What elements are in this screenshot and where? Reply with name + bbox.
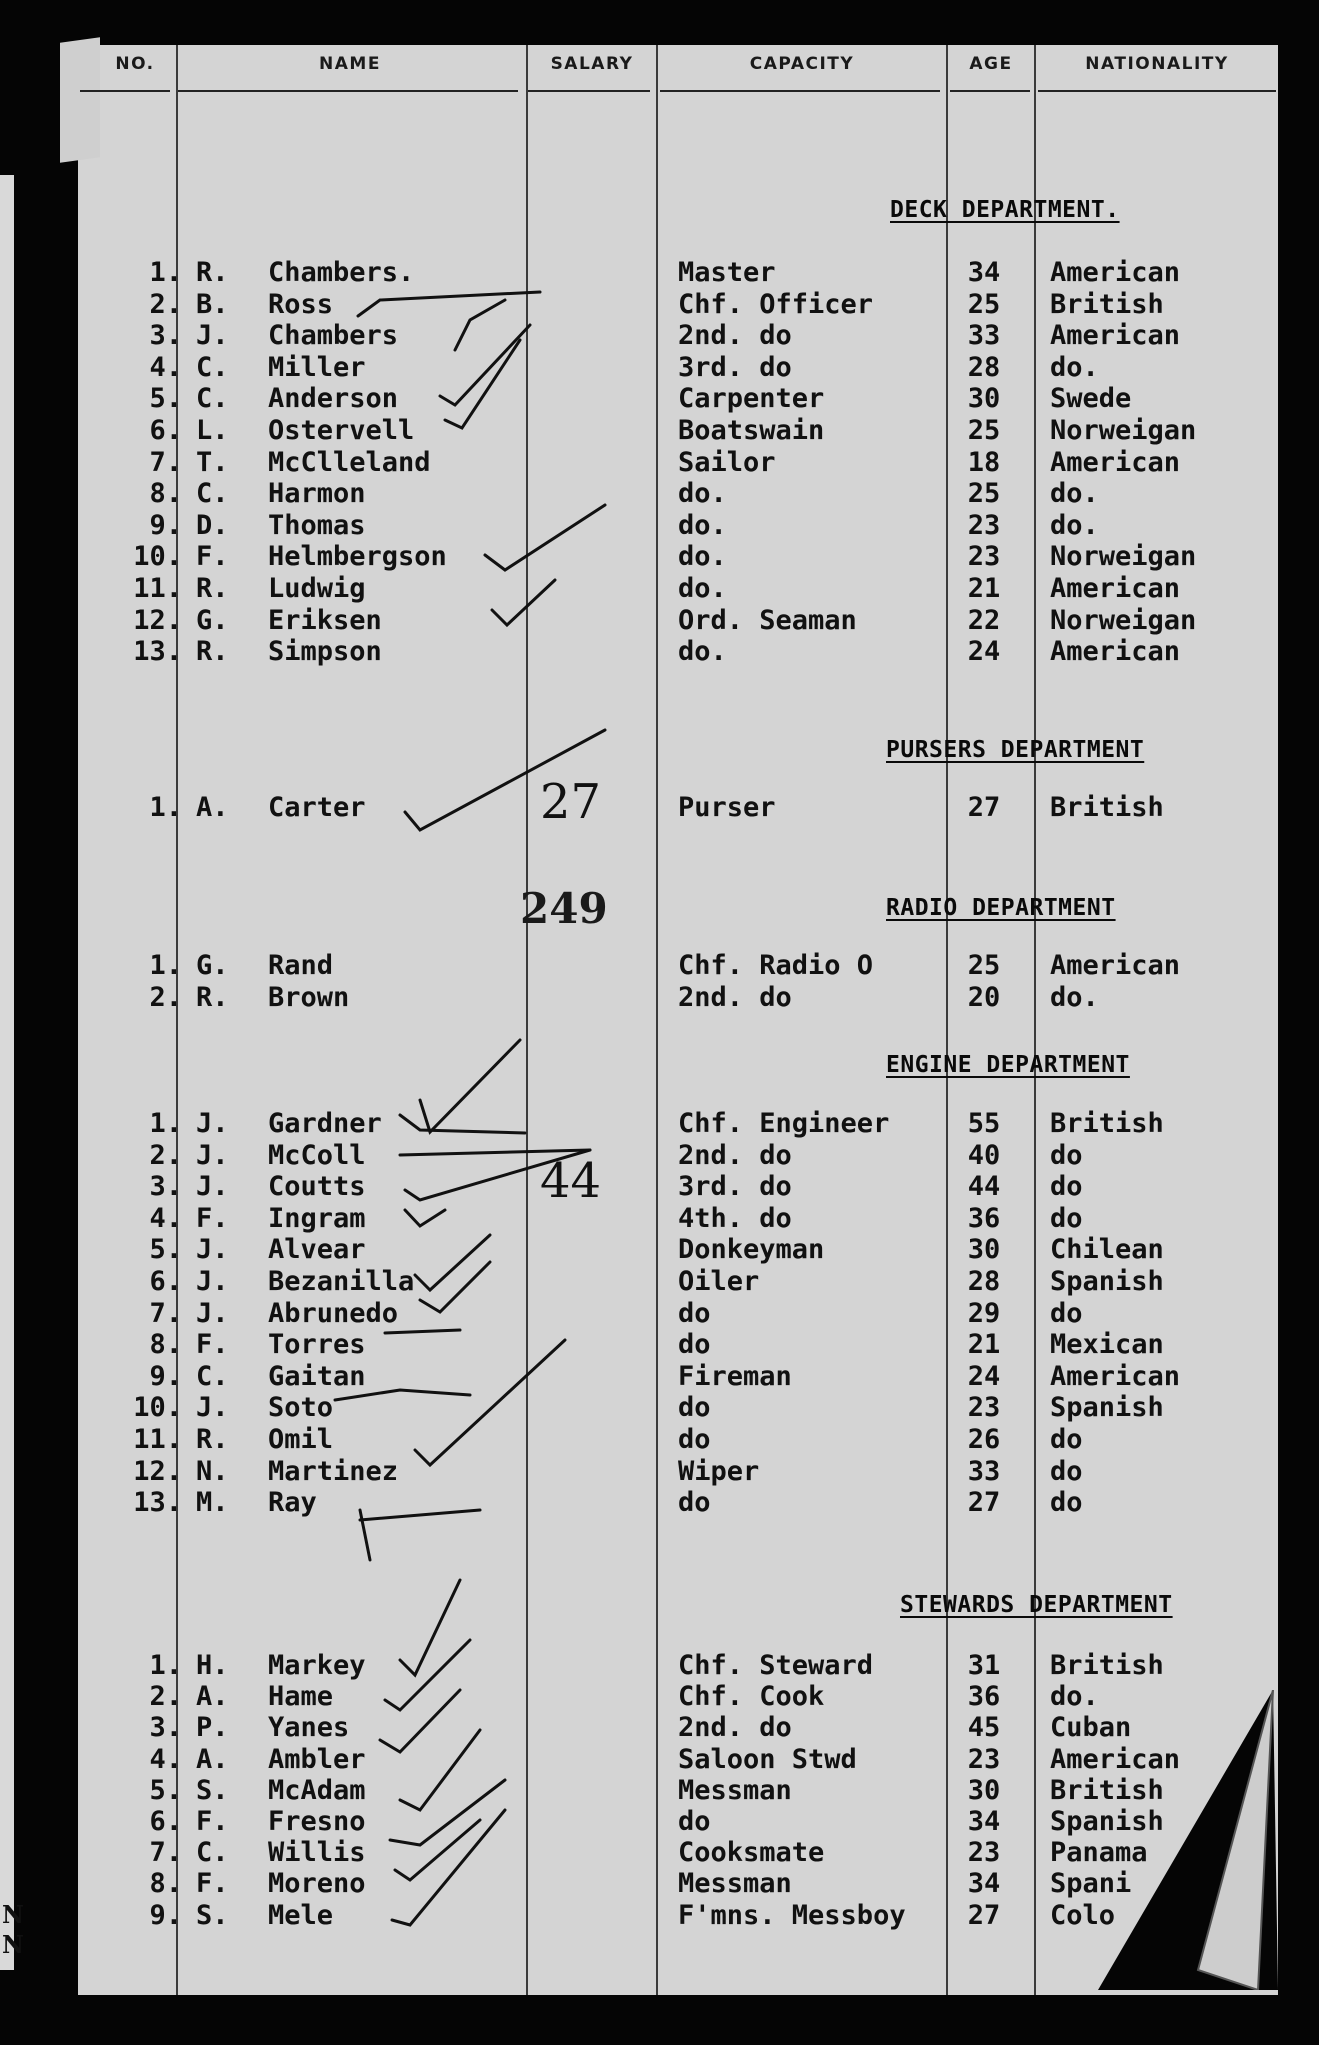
- crew-capacity: 3rd. do: [678, 1171, 792, 1202]
- crew-initial: A.: [196, 1744, 229, 1775]
- crew-capacity: Chf. Cook: [678, 1681, 825, 1712]
- crew-number: 1.: [149, 950, 182, 981]
- crew-capacity: 2nd. do: [678, 320, 792, 351]
- crew-salary: 27: [540, 774, 602, 830]
- crew-initial: R.: [196, 982, 229, 1013]
- crew-capacity: Oiler: [678, 1266, 760, 1297]
- crew-initial: F.: [196, 541, 229, 572]
- crew-number: 1.: [149, 257, 182, 288]
- crew-capacity: do.: [678, 478, 727, 509]
- crew-number: 4.: [149, 352, 182, 383]
- crew-number: 12.: [133, 1456, 182, 1487]
- crew-age: 33: [967, 320, 1001, 351]
- crew-initial: L.: [196, 415, 229, 446]
- crew-number: 6.: [149, 1266, 182, 1297]
- crew-nationality: do: [1050, 1456, 1083, 1487]
- crew-surname: Ingram: [268, 1203, 366, 1234]
- crew-nationality: Norweigan: [1050, 605, 1197, 636]
- crew-nationality: do.: [1050, 510, 1099, 541]
- adjacent-page-letter: N: [2, 1930, 24, 1959]
- crew-capacity: Cooksmate: [678, 1837, 825, 1868]
- crew-nationality: Spanish: [1050, 1806, 1164, 1837]
- crew-number: 8.: [149, 478, 182, 509]
- crew-age: 36: [967, 1203, 1001, 1234]
- crew-capacity: 3rd. do: [678, 352, 792, 383]
- crew-age: 24: [967, 636, 1001, 667]
- crew-number: 9.: [149, 1361, 182, 1392]
- crew-initial: B.: [196, 289, 229, 320]
- crew-surname: Ambler: [268, 1744, 366, 1775]
- crew-number: 10.: [133, 541, 182, 572]
- crew-nationality: Norweigan: [1050, 541, 1197, 572]
- crew-number: 9.: [149, 510, 182, 541]
- crew-nationality: Spanish: [1050, 1392, 1164, 1423]
- crew-initial: M.: [196, 1487, 229, 1518]
- crew-nationality: American: [1050, 636, 1181, 667]
- crew-number: 7.: [149, 447, 182, 478]
- crew-number: 2.: [149, 289, 182, 320]
- crew-number: 9.: [149, 1900, 182, 1931]
- dept-title-deck: DECK DEPARTMENT.: [890, 197, 1120, 223]
- crew-number: 4.: [149, 1203, 182, 1234]
- crew-number: 4.: [149, 1744, 182, 1775]
- crew-surname: Gardner: [268, 1108, 382, 1139]
- crew-surname: Simpson: [268, 636, 382, 667]
- crew-surname: Ludwig: [268, 573, 366, 604]
- crew-nationality: Chilean: [1050, 1234, 1164, 1265]
- crew-number: 8.: [149, 1868, 182, 1899]
- crew-initial: J.: [196, 1392, 229, 1423]
- crew-initial: G.: [196, 605, 229, 636]
- crew-nationality: do: [1050, 1424, 1083, 1455]
- crew-capacity: 2nd. do: [678, 1140, 792, 1171]
- crew-age: 23: [967, 1744, 1001, 1775]
- crew-age: 27: [967, 792, 1001, 823]
- dept-title-stewards: STEWARDS DEPARTMENT: [900, 1592, 1173, 1618]
- crew-capacity: do.: [678, 510, 727, 541]
- crew-number: 2.: [149, 982, 182, 1013]
- crew-number: 6.: [149, 415, 182, 446]
- crew-nationality: do: [1050, 1203, 1083, 1234]
- crew-initial: T.: [196, 447, 229, 478]
- crew-capacity: do.: [678, 636, 727, 667]
- crew-age: 26: [967, 1424, 1001, 1455]
- crew-initial: A.: [196, 1681, 229, 1712]
- crew-age: 25: [967, 478, 1001, 509]
- crew-surname: Ray: [268, 1487, 317, 1518]
- crew-age: 44: [967, 1171, 1001, 1202]
- crew-capacity: Wiper: [678, 1456, 760, 1487]
- crew-initial: J.: [196, 320, 229, 351]
- crew-age: 24: [967, 1361, 1001, 1392]
- crew-surname: Coutts: [268, 1171, 366, 1202]
- header-capacity: CAPACITY: [749, 54, 855, 74]
- crew-nationality: do.: [1050, 1681, 1099, 1712]
- crew-nationality: American: [1050, 1744, 1181, 1775]
- crew-age: 18: [967, 447, 1001, 478]
- crew-capacity: Carpenter: [678, 383, 825, 414]
- crew-age: 30: [967, 1775, 1001, 1806]
- crew-surname: Mele: [268, 1900, 334, 1931]
- header-salary: SALARY: [550, 54, 634, 74]
- crew-nationality: British: [1050, 1650, 1164, 1681]
- header-no: NO.: [115, 54, 155, 74]
- crew-capacity: do: [678, 1487, 711, 1518]
- crew-initial: A.: [196, 792, 229, 823]
- crew-number: 1.: [149, 1650, 182, 1681]
- crew-surname: Ostervell: [268, 415, 415, 446]
- crew-nationality: American: [1050, 950, 1181, 981]
- crew-age: 20: [967, 982, 1001, 1013]
- crew-initial: C.: [196, 1837, 229, 1868]
- crew-surname: Willis: [268, 1837, 366, 1868]
- crew-age: 25: [967, 415, 1001, 446]
- crew-capacity: 4th. do: [678, 1203, 792, 1234]
- crew-age: 30: [967, 383, 1001, 414]
- crew-nationality: Cuban: [1050, 1712, 1132, 1743]
- crew-nationality: Mexican: [1050, 1329, 1164, 1360]
- dept-title-pursers: PURSERS DEPARTMENT: [886, 737, 1145, 763]
- crew-nationality: British: [1050, 289, 1164, 320]
- crew-nationality: American: [1050, 447, 1181, 478]
- crew-number: 7.: [149, 1837, 182, 1868]
- crew-surname: Yanes: [268, 1712, 350, 1743]
- crew-surname: Abrunedo: [268, 1298, 399, 1329]
- crew-initial: J.: [196, 1298, 229, 1329]
- crew-surname: Hame: [268, 1681, 334, 1712]
- crew-age: 36: [967, 1681, 1001, 1712]
- crew-surname: Miller: [268, 352, 366, 383]
- crew-surname: Chambers: [268, 320, 399, 351]
- crew-nationality: American: [1050, 1361, 1181, 1392]
- crew-surname: Carter: [268, 792, 366, 823]
- crew-number: 8.: [149, 1329, 182, 1360]
- crew-number: 6.: [149, 1806, 182, 1837]
- crew-capacity: Chf. Radio O: [678, 950, 874, 981]
- crew-initial: F.: [196, 1203, 229, 1234]
- crew-surname: Eriksen: [268, 605, 382, 636]
- crew-capacity: do.: [678, 541, 727, 572]
- crew-nationality: do: [1050, 1140, 1083, 1171]
- crew-capacity: do: [678, 1329, 711, 1360]
- page-stamp-number: 249: [520, 884, 608, 933]
- crew-age: 22: [967, 605, 1001, 636]
- crew-age: 40: [967, 1140, 1001, 1171]
- crew-nationality: do.: [1050, 478, 1099, 509]
- crew-nationality: American: [1050, 257, 1181, 288]
- crew-initial: P.: [196, 1712, 229, 1743]
- crew-initial: S.: [196, 1775, 229, 1806]
- crew-nationality: Spanish: [1050, 1266, 1164, 1297]
- crew-number: 2.: [149, 1681, 182, 1712]
- crew-surname: Bezanilla: [268, 1266, 415, 1297]
- crew-surname: Thomas: [268, 510, 366, 541]
- crew-initial: C.: [196, 352, 229, 383]
- crew-surname: Anderson: [268, 383, 399, 414]
- crew-capacity: Ord. Seaman: [678, 605, 857, 636]
- crew-age: 28: [967, 352, 1001, 383]
- crew-surname: Fresno: [268, 1806, 366, 1837]
- crew-number: 1.: [149, 792, 182, 823]
- crew-age: 31: [967, 1650, 1001, 1681]
- crew-number: 3.: [149, 1712, 182, 1743]
- crew-surname: McClleland: [268, 447, 431, 478]
- crew-capacity: Messman: [678, 1868, 792, 1899]
- crew-age: 27: [967, 1487, 1001, 1518]
- crew-initial: R.: [196, 573, 229, 604]
- crew-capacity: F'mns. Messboy: [678, 1900, 906, 1931]
- crew-capacity: do: [678, 1806, 711, 1837]
- dept-title-engine: ENGINE DEPARTMENT: [886, 1052, 1130, 1078]
- crew-age: 45: [967, 1712, 1001, 1743]
- crew-initial: J.: [196, 1171, 229, 1202]
- crew-number: 3.: [149, 320, 182, 351]
- crew-age: 34: [967, 1806, 1001, 1837]
- crew-nationality: do.: [1050, 982, 1099, 1013]
- crew-surname: Torres: [268, 1329, 366, 1360]
- crew-age: 23: [967, 1392, 1001, 1423]
- crew-nationality: American: [1050, 573, 1181, 604]
- crew-capacity: Donkeyman: [678, 1234, 825, 1265]
- crew-capacity: Sailor: [678, 447, 776, 478]
- crew-number: 2.: [149, 1140, 182, 1171]
- crew-initial: J.: [196, 1266, 229, 1297]
- crew-initial: F.: [196, 1868, 229, 1899]
- crew-capacity: Purser: [678, 792, 776, 823]
- crew-initial: H.: [196, 1650, 229, 1681]
- crew-initial: D.: [196, 510, 229, 541]
- dept-title-radio: RADIO DEPARTMENT: [886, 895, 1116, 921]
- crew-initial: J.: [196, 1108, 229, 1139]
- crew-capacity: do: [678, 1424, 711, 1455]
- crew-surname: McAdam: [268, 1775, 366, 1806]
- crew-age: 21: [967, 573, 1001, 604]
- crew-number: 5.: [149, 1775, 182, 1806]
- crew-number: 11.: [133, 1424, 182, 1455]
- crew-initial: G.: [196, 950, 229, 981]
- crew-surname: Gaitan: [268, 1361, 366, 1392]
- header-name: NAME: [319, 54, 381, 74]
- crew-initial: N.: [196, 1456, 229, 1487]
- crew-surname: Helmbergson: [268, 541, 447, 572]
- crew-age: 55: [967, 1108, 1001, 1139]
- crew-nationality: Norweigan: [1050, 415, 1197, 446]
- crew-surname: Moreno: [268, 1868, 366, 1899]
- crew-surname: Rand: [268, 950, 334, 981]
- crew-number: 10.: [133, 1392, 182, 1423]
- crew-number: 13.: [133, 636, 182, 667]
- crew-nationality: Panama: [1050, 1837, 1148, 1868]
- header-age: AGE: [969, 54, 1013, 74]
- crew-number: 7.: [149, 1298, 182, 1329]
- crew-number: 1.: [149, 1108, 182, 1139]
- crew-nationality: British: [1050, 1775, 1164, 1806]
- crew-initial: J.: [196, 1140, 229, 1171]
- crew-nationality: Colo: [1050, 1900, 1116, 1931]
- crew-nationality: do: [1050, 1171, 1083, 1202]
- crew-capacity: Saloon Stwd: [678, 1744, 857, 1775]
- crew-age: 27: [967, 1900, 1001, 1931]
- crew-capacity: do: [678, 1298, 711, 1329]
- crew-number: 12.: [133, 605, 182, 636]
- crew-surname: Chambers.: [268, 257, 415, 288]
- crew-age: 23: [967, 510, 1001, 541]
- crew-capacity: Master: [678, 257, 776, 288]
- crew-initial: R.: [196, 636, 229, 667]
- crew-surname: Martinez: [268, 1456, 399, 1487]
- crew-surname: Soto: [268, 1392, 334, 1423]
- crew-age: 34: [967, 1868, 1001, 1899]
- crew-age: 25: [967, 950, 1001, 981]
- crew-nationality: Swede: [1050, 383, 1132, 414]
- crew-age: 25: [967, 289, 1001, 320]
- header-nationality: NATIONALITY: [1085, 54, 1229, 74]
- crew-nationality: British: [1050, 1108, 1164, 1139]
- crew-age: 28: [967, 1266, 1001, 1297]
- crew-number: 11.: [133, 573, 182, 604]
- crew-initial: F.: [196, 1329, 229, 1360]
- crew-age: 30: [967, 1234, 1001, 1265]
- crew-initial: F.: [196, 1806, 229, 1837]
- crew-salary: 44: [540, 1153, 602, 1209]
- crew-age: 21: [967, 1329, 1001, 1360]
- crew-capacity: Chf. Engineer: [678, 1108, 890, 1139]
- crew-age: 23: [967, 541, 1001, 572]
- crew-surname: Harmon: [268, 478, 366, 509]
- crew-capacity: Boatswain: [678, 415, 825, 446]
- adjacent-page-letter: N: [2, 1900, 24, 1929]
- crew-number: 3.: [149, 1171, 182, 1202]
- crew-initial: C.: [196, 383, 229, 414]
- crew-nationality: Spani: [1050, 1868, 1132, 1899]
- crew-age: 33: [967, 1456, 1001, 1487]
- crew-surname: Omil: [268, 1424, 334, 1455]
- crew-capacity: Messman: [678, 1775, 792, 1806]
- crew-capacity: 2nd. do: [678, 982, 792, 1013]
- crew-initial: C.: [196, 1361, 229, 1392]
- crew-age: 23: [967, 1837, 1001, 1868]
- crew-age: 34: [967, 257, 1001, 288]
- crew-nationality: British: [1050, 792, 1164, 823]
- crew-initial: J.: [196, 1234, 229, 1265]
- crew-capacity: do.: [678, 573, 727, 604]
- crew-nationality: do: [1050, 1298, 1083, 1329]
- crew-surname: Brown: [268, 982, 350, 1013]
- crew-number: 5.: [149, 1234, 182, 1265]
- crew-number: 13.: [133, 1487, 182, 1518]
- folded-page-corner: [1098, 1690, 1278, 1990]
- crew-capacity: Fireman: [678, 1361, 792, 1392]
- crew-surname: McColl: [268, 1140, 366, 1171]
- crew-capacity: Chf. Officer: [678, 289, 874, 320]
- crew-number: 5.: [149, 383, 182, 414]
- crew-nationality: American: [1050, 320, 1181, 351]
- crew-nationality: do.: [1050, 352, 1099, 383]
- crew-capacity: Chf. Steward: [678, 1650, 874, 1681]
- crew-initial: C.: [196, 478, 229, 509]
- crew-surname: Ross: [268, 289, 334, 320]
- crew-initial: R.: [196, 1424, 229, 1455]
- crew-surname: Markey: [268, 1650, 366, 1681]
- crew-capacity: do: [678, 1392, 711, 1423]
- crew-initial: R.: [196, 257, 229, 288]
- crew-age: 29: [967, 1298, 1001, 1329]
- crew-capacity: 2nd. do: [678, 1712, 792, 1743]
- crew-surname: Alvear: [268, 1234, 366, 1265]
- crew-nationality: do: [1050, 1487, 1083, 1518]
- crew-initial: S.: [196, 1900, 229, 1931]
